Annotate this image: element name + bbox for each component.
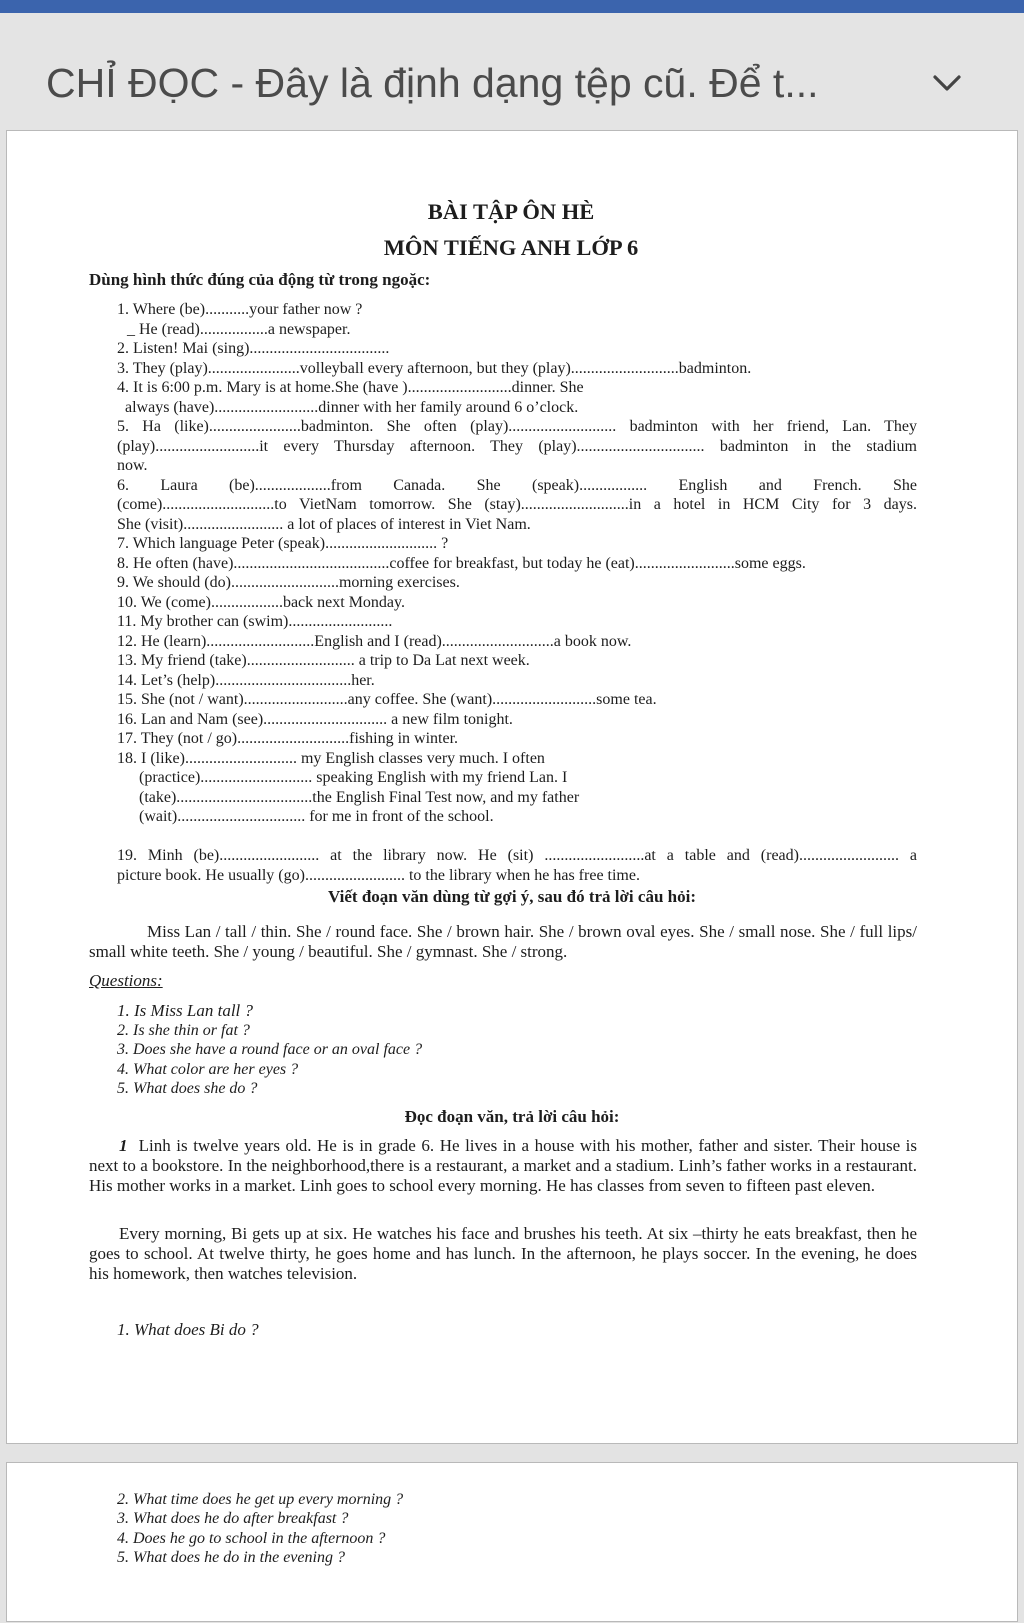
exercise-line: now. bbox=[117, 457, 148, 474]
question-item: 2. Is she thin or fat ? bbox=[117, 1022, 250, 1039]
question-item: 4. What color are her eyes ? bbox=[117, 1061, 299, 1078]
exercise-line: 14. Let’s (help)..................................her. bbox=[117, 672, 375, 689]
exercise-line: 13. My friend (take)........................... a trip to Da Lat next week. bbox=[117, 652, 530, 669]
document-page-1 bbox=[6, 130, 1018, 1444]
exercise-line: (play)..........................it every Thursday afternoon. They (play)................................ badminton in the stadium bbox=[117, 438, 917, 455]
exercise-line: She (visit)......................... a lot of places of interest in Viet Nam. bbox=[117, 516, 531, 533]
document-page-2 bbox=[6, 1462, 1018, 1622]
section3-heading: Đọc đoạn văn, trả lời câu hỏi: bbox=[404, 1107, 620, 1126]
exercise-line: 15. She (not / want)..........................any coffee. She (want)..........................some tea. bbox=[117, 691, 657, 708]
exercise-line: (practice)............................ speaking English with my friend Lan. I bbox=[139, 769, 568, 786]
read-only-banner-bar[interactable] bbox=[0, 13, 1024, 130]
exercise-line: 5. Ha (like).......................badminton. She often (play)........................... badminton with her friend, Lan. They bbox=[117, 418, 917, 435]
exercise-line: 2. Listen! Mai (sing)................................... bbox=[117, 340, 390, 357]
passage-1-text: Linh is twelve years old. He is in grade 6. He lives in a house with his mother, father and sister. Their house is next to a bookstore. In the neighborhood,there is a restaurant, a market and a stadium. Linh’s father works in a restaurant. His mother works in a market. Linh goes to school every morning. He has classes from seven to fifteen past eleven. bbox=[89, 1136, 918, 1195]
exercise-line: 18. I (like)............................ my English classes very much. I often bbox=[117, 750, 545, 767]
exercise-line: 4. It is 6:00 p.m. Mary is at home.She (have )..........................dinner. She bbox=[117, 379, 584, 396]
exercise-line: 6. Laura (be)...................from Canada. She (speak)................. English and French. She bbox=[117, 477, 917, 494]
passage-question: 2. What time does he get up every morning ? bbox=[117, 1491, 404, 1508]
section1-heading: Dùng hình thức đúng của động từ trong ngoặc: bbox=[89, 270, 431, 289]
question-item: 5. What does she do ? bbox=[117, 1080, 258, 1097]
passage-question: 3. What does he do after breakfast ? bbox=[117, 1510, 349, 1527]
exercise-line: (wait)................................ for me in front of the school. bbox=[139, 808, 494, 825]
exercise-line: 11. My brother can (swim).......................... bbox=[117, 613, 393, 630]
section3-paragraph-1 bbox=[89, 1136, 917, 1196]
exercise-line: 19. Minh (be)......................... at the library now. He (sit) .........................at a table and (read)......................... a bbox=[117, 847, 917, 864]
questions-label: Questions: bbox=[89, 971, 163, 990]
exercise-line: 9. We should (do)...........................morning exercises. bbox=[117, 574, 460, 591]
section2-paragraph: Miss Lan / tall / thin. She / round face. She / brown hair. She / brown oval eyes. She / small nose. She / full lips/ small white teeth. She / young / beautiful. She / gymnast. She / strong. bbox=[89, 922, 917, 961]
exercise-line: 3. They (play).......................volleyball every afternoon, but they (play)...........................badminton. bbox=[117, 360, 752, 377]
passage-number: 1 bbox=[119, 1136, 128, 1155]
exercise-line: 7. Which language Peter (speak)............................ ? bbox=[117, 535, 449, 552]
doc-title: BÀI TẬP ÔN HÈ bbox=[427, 199, 595, 224]
exercise-line: always (have)..........................dinner with her family around 6 o’clock. bbox=[125, 399, 579, 416]
exercise-line: (come)............................to VietNam tomorrow. She (stay)...........................in a hotel in HCM City for 3 days. bbox=[117, 496, 917, 513]
passage-question: 4. Does he go to school in the afternoon ? bbox=[117, 1530, 386, 1547]
exercise-line: 1. Where (be)...........your father now ? bbox=[117, 301, 363, 318]
question-item: 3. Does she have a round face or an oval face ? bbox=[117, 1041, 423, 1058]
question-item: 1. Is Miss Lan tall ? bbox=[117, 1001, 254, 1020]
doc-subtitle: MÔN TIẾNG ANH LỚP 6 bbox=[383, 235, 639, 260]
exercise-line: 17. They (not / go)............................fishing in winter. bbox=[117, 730, 459, 747]
section3-paragraph-2: Every morning, Bi gets up at six. He watches his face and brushes his teeth. At six –thirty he eats breakfast, then he goes to school. At twelve thirty, he goes home and has lunch. In the afternoon, he plays soccer. In the evening, he does his homework, then watches television. bbox=[89, 1224, 917, 1283]
chevron-down-icon[interactable] bbox=[929, 65, 965, 101]
passage-question: 5. What does he do in the evening ? bbox=[117, 1549, 345, 1566]
exercise-line: 10. We (come)..................back next Monday. bbox=[117, 594, 405, 611]
exercise-line: 16. Lan and Nam (see)............................... a new film tonight. bbox=[117, 711, 513, 728]
top-accent-strip bbox=[0, 0, 1024, 13]
exercise-line: 12. He (learn)...........................English and I (read)............................a book now. bbox=[117, 633, 632, 650]
exercise-line: picture book. He usually (go)......................... to the library when he has free time. bbox=[117, 867, 640, 884]
section2-heading: Viết đoạn văn dùng từ gợi ý, sau đó trả lời câu hỏi: bbox=[328, 887, 696, 906]
passage-question: 1. What does Bi do ? bbox=[117, 1320, 259, 1339]
exercise-line: _ He (read).................a newspaper. bbox=[127, 321, 351, 338]
exercise-line: (take)..................................the English Final Test now, and my father bbox=[139, 789, 580, 806]
read-only-banner-text[interactable]: CHỈ ĐỌC - Đây là định dạng tệp cũ. Để t... bbox=[46, 60, 819, 106]
exercise-line: 8. He often (have).......................................coffee for breakfast, but today he (eat).........................some eggs. bbox=[117, 555, 806, 572]
